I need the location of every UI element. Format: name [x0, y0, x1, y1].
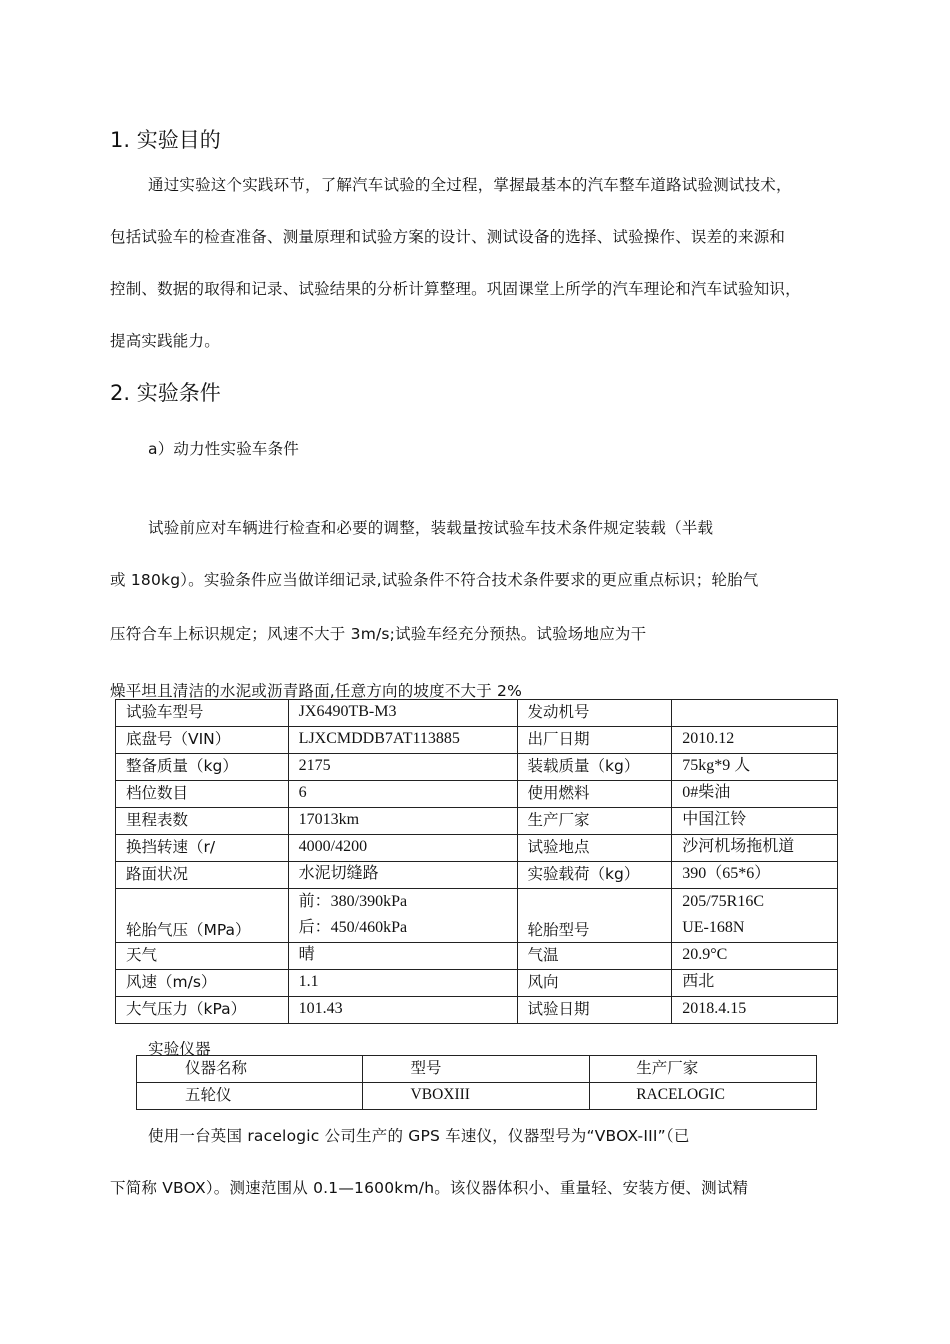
table-cell: RACELOGIC — [590, 1083, 817, 1110]
table-row — [116, 781, 838, 808]
table-key: 出厂日期 — [517, 727, 672, 754]
tire-model-line: 205/75R16C — [682, 893, 764, 910]
table-value: 101.43 — [288, 997, 517, 1024]
table-row — [137, 1083, 817, 1110]
conditions-line: 燥平坦且清洁的水泥或沥青路面,任意方向的坡度不大于 2% — [110, 682, 523, 700]
table-key: 试验日期 — [517, 997, 672, 1024]
tire-model-line: UE-168N — [682, 919, 745, 936]
table-key: 轮胎气压（MPa） — [116, 889, 289, 943]
table-key: 底盘号（VIN） — [116, 727, 289, 754]
table-value: 4000/4200 — [288, 835, 517, 862]
table-row — [116, 700, 838, 727]
table-row — [116, 835, 838, 862]
table-row — [116, 970, 838, 997]
table-key: 试验车型号 — [116, 700, 289, 727]
table-value: 20.9°C — [672, 943, 838, 970]
column-header: 生产厂家 — [590, 1056, 817, 1083]
paragraph-line: 提高实践能力。 — [110, 332, 220, 350]
paragraph-line: 包括试验车的检查准备、测量原理和试验方案的设计、测试设备的选择、试验操作、误差的来源和 — [110, 228, 786, 246]
table-row — [116, 808, 838, 835]
table-key: 试验地点 — [517, 835, 672, 862]
table-value: 水泥切缝路 — [288, 862, 517, 889]
table-header-row — [137, 1056, 817, 1083]
table-value: JX6490TB-M3 — [288, 700, 517, 727]
tire-pressure-rear: 后：450/460kPa — [298, 919, 408, 936]
paragraph-line: 控制、数据的取得和记录、试验结果的分析计算整理。巩固课堂上所学的汽车理论和汽车试验知识， — [110, 280, 801, 298]
table-key: 使用燃料 — [517, 781, 672, 808]
table-cell: VBOXIII — [362, 1083, 590, 1110]
table-row — [116, 943, 838, 970]
conditions-line: 或 180kg）。实验条件应当做详细记录,试验条件不符合技术条件要求的更应重点标识；轮胎气 — [110, 571, 759, 589]
table-value: 0#柴油 — [672, 781, 838, 808]
conditions-line: 试验前应对车辆进行检查和必要的调整，装载量按试验车技术条件规定装载（半载 — [148, 519, 714, 537]
vehicle-info-table — [115, 699, 838, 1024]
conditions-line: 压符合车上标识规定；风速不大于 3m/s;试验车经充分预热。试验场地应为干 — [110, 625, 647, 643]
table-value: 2175 — [288, 754, 517, 781]
table-value: 390（65*6） — [672, 862, 838, 889]
table-key: 里程表数 — [116, 808, 289, 835]
table-key: 整备质量（kg） — [116, 754, 289, 781]
table-key: 发动机号 — [517, 700, 672, 727]
table-key: 实验载荷（kg） — [517, 862, 672, 889]
table-key: 风向 — [517, 970, 672, 997]
paragraph-line: 通过实验这个实践环节，了解汽车试验的全过程，掌握最基本的汽车整车道路试验测试技术， — [148, 176, 792, 194]
table-row — [116, 862, 838, 889]
column-header: 型号 — [362, 1056, 590, 1083]
table-row — [116, 997, 838, 1024]
table-key: 大气压力（kPa） — [116, 997, 289, 1024]
table-row-tire — [116, 889, 838, 943]
table-key: 轮胎型号 — [517, 889, 672, 943]
instrument-table — [136, 1055, 817, 1110]
table-value — [672, 889, 838, 943]
table-value: 17013km — [288, 808, 517, 835]
table-value: 晴 — [288, 943, 517, 970]
closing-line: 下简称 VBOX）。测速范围从 0.1—1600km/h。该仪器体积小、重量轻、安装方便、测试精 — [110, 1179, 749, 1197]
table-value: 西北 — [672, 970, 838, 997]
table-value — [288, 889, 517, 943]
table-key: 装载质量（kg） — [517, 754, 672, 781]
table-key: 气温 — [517, 943, 672, 970]
table-key: 路面状况 — [116, 862, 289, 889]
table-key: 生产厂家 — [517, 808, 672, 835]
column-header: 仪器名称 — [137, 1056, 363, 1083]
table-value — [672, 700, 838, 727]
instrument-caption: 实验仪器 — [148, 1040, 211, 1058]
table-key: 风速（m/s） — [116, 970, 289, 997]
table-key: 换挡转速（r/ — [116, 835, 289, 862]
table-value: 沙河机场拖机道 — [672, 835, 838, 862]
table-row — [116, 754, 838, 781]
table-key: 档位数目 — [116, 781, 289, 808]
table-key: 天气 — [116, 943, 289, 970]
section-1-heading: 1. 实验目的 — [110, 128, 221, 152]
table-value: LJXCMDDB7AT113885 — [288, 727, 517, 754]
table-value: 6 — [288, 781, 517, 808]
table-value: 中国江铃 — [672, 808, 838, 835]
closing-line: 使用一台英国 racelogic 公司生产的 GPS 车速仪，仪器型号为“VBOX-III”（已 — [148, 1127, 690, 1145]
table-value: 1.1 — [288, 970, 517, 997]
table-value: 2018.4.15 — [672, 997, 838, 1024]
table-cell: 五轮仪 — [137, 1083, 363, 1110]
subsection-a-heading: a）动力性实验车条件 — [148, 440, 299, 458]
table-row — [116, 727, 838, 754]
section-2-heading: 2. 实验条件 — [110, 381, 221, 405]
table-value: 75kg*9 人 — [672, 754, 838, 781]
tire-pressure-front: 前：380/390kPa — [298, 893, 408, 910]
table-value: 2010.12 — [672, 727, 838, 754]
